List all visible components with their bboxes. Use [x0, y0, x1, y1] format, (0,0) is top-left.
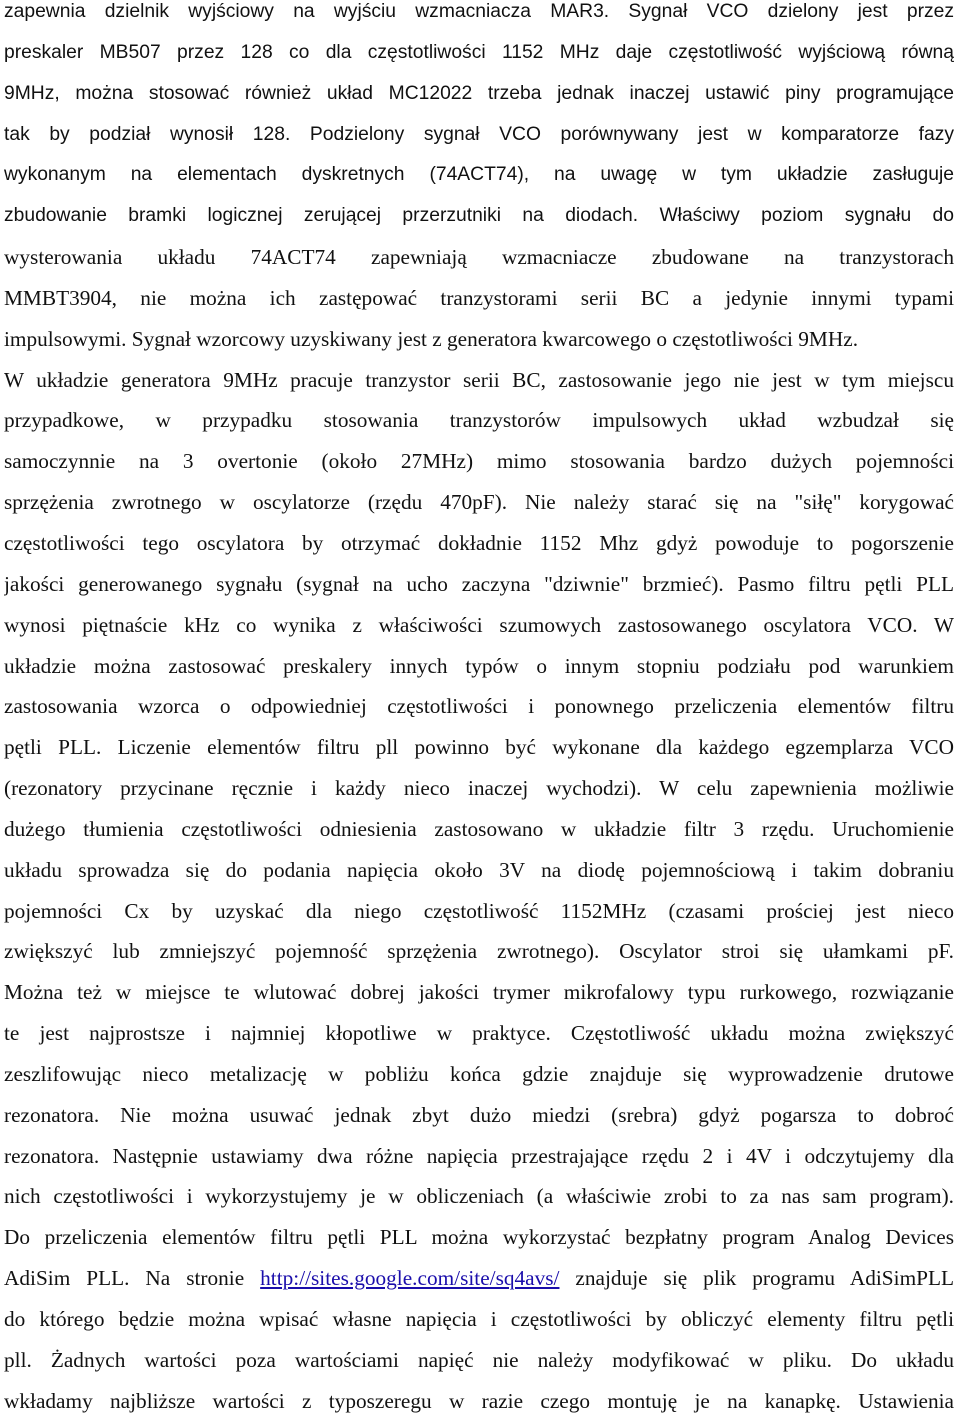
- link-line-after: znajduje się plik programu AdiSimPLL: [559, 1266, 954, 1291]
- text-line: układzie można zastosować preskalery innych typów o innym stopniu podziału pod warunkiem: [4, 653, 954, 678]
- text-line: przypadkowe, w przypadku stosowania tranzystorów impulsowych układ wzbudzał się: [4, 408, 954, 433]
- text-line: częstotliwości tego oscylatora by otrzymać dokładnie 1152 Mhz gdyż powoduje to pogorszenie: [4, 530, 954, 555]
- text-line: zwiększyć lub zmniejszyć pojemność sprzężenia zwrotnego). Oscylator stroi się ułamkami pF.: [4, 939, 954, 964]
- text-line: pętli PLL. Liczenie elementów filtru pll powinno być wykonane dla każdego egzemplarza VCO: [4, 735, 954, 760]
- text-line: pll. Żadnych wartości poza wartościami napięć nie należy modyfikować w pliku. Do układu: [4, 1347, 954, 1372]
- text-line: (rezonatory przycinane ręcznie i każdy nieco inaczej wychodzi). W celu zapewnienia możliwie: [4, 776, 954, 801]
- text-line: sprzężenia zwrotnego w oscylatorze (rzędu 470pF). Nie należy starać się na "siłę" korygować: [4, 490, 954, 515]
- text-line: W układzie generatora 9MHz pracuje tranzystor serii BC, zastosowanie jego nie jest w tym miejscu: [4, 367, 954, 392]
- text-line: wykonanym na elementach dyskretnych (74ACT74), na uwagę w tym układzie zasługuje: [4, 164, 954, 186]
- text-line: układu sprowadza się do podania napięcia około 3V na diodę pojemnościową i takim dobraniu: [4, 857, 954, 882]
- sq4avs-link[interactable]: http://sites.google.com/site/sq4avs/: [260, 1266, 560, 1291]
- text-line: Można też w miejsce te wlutować dobrej jakości trymer mikrofalowy typu rurkowego, rozwiązanie: [4, 980, 954, 1005]
- text-line: Do przeliczenia elementów filtru pętli PLL można wykorzystać bezpłatny program Analog Devices: [4, 1225, 954, 1250]
- link-line-before: AdiSim PLL. Na stronie: [4, 1266, 261, 1291]
- text-line: rezonatora. Następnie ustawiamy dwa różne napięcia przestrajające rzędu 2 i 4V i odczytujemy dla: [4, 1143, 954, 1168]
- text-line: rezonatora. Nie można usuwać jednak zbyt dużo miedzi (srebra) gdyż pogarsza to dobroć: [4, 1102, 954, 1127]
- text-line: tak by podział wynosił 128. Podzielony sygnał VCO porównywany jest w komparatorze fazy: [4, 123, 954, 145]
- text-line: samoczynnie na 3 overtonie (około 27MHz) mimo stosowania bardzo dużych pojemności: [4, 449, 954, 474]
- text-line: wynosi piętnaście kHz co wynika z właściwości szumowych zastosowanego oscylatora VCO. W: [4, 612, 954, 637]
- paragraph-body-continued: [4, 1299, 954, 1422]
- text-line: zeszlifowując nieco metalizację w pobliżu końca gdzie znajduje się wyprowadzenie drutowe: [4, 1061, 954, 1086]
- paragraph-body: [4, 0, 954, 1258]
- text-line: pojemności Cx by uzyskać dla niego częstotliwość 1152MHz (czasami prościej jest nieco: [4, 898, 954, 923]
- text-line: zbudowanie bramki logicznej zerującej przerzutniki na diodach. Właściwy poziom sygnału do: [4, 205, 954, 227]
- document-page: [4, 0, 954, 1422]
- text-line: zapewnia dzielnik wyjściowy na wyjściu wzmacniacza MAR3. Sygnał VCO dzielony jest przez: [4, 1, 954, 22]
- text-line: nich częstotliwości i wykorzystujemy je w obliczeniach (a właściwie zrobi to za nas sam program).: [4, 1184, 954, 1209]
- text-line: preskaler MB507 przez 128 co dla częstotliwości 1152 MHz daje częstotliwość wyjściową równą: [4, 41, 954, 63]
- link-line: [4, 1258, 954, 1299]
- text-line: MMBT3904, nie można ich zastępować tranzystorami serii BC a jedynie innymi typami: [4, 285, 954, 310]
- text-line: dużego tłumienia częstotliwości odniesienia zastosowano w układzie filtr 3 rzędu. Uruchomienie: [4, 816, 954, 841]
- text-line: do którego będzie można wpisać własne napięcia i częstotliwości by obliczyć elementy filtru pętli: [4, 1307, 954, 1331]
- text-line: 9MHz, można stosować również układ MC12022 trzeba jednak inaczej ustawić piny programujące: [4, 82, 954, 104]
- text-line: wysterowania układu 74ACT74 zapewniają wzmacniacze zbudowane na tranzystorach: [4, 245, 954, 270]
- text-line: te jest najprostsze i najmniej kłopotliwe w praktyce. Częstotliwość układu można zwiększyć: [4, 1021, 954, 1046]
- text-line: impulsowymi. Sygnał wzorcowy uzyskiwany jest z generatora kwarcowego o częstotliwości 9MHz.: [4, 326, 859, 351]
- text-line: zastosowania wzorca o odpowiedniej częstotliwości i ponownego przeliczenia elementów filtru: [4, 694, 954, 719]
- text-line: wkładamy najbliższe wartości z typoszeregu w razie czego montuję je na kanapkę. Ustawienia: [4, 1388, 954, 1413]
- text-line: jakości generowanego sygnału (sygnał na ucho zaczyna "dziwnie" brzmieć). Pasmo filtru pętli PLL: [4, 571, 954, 596]
